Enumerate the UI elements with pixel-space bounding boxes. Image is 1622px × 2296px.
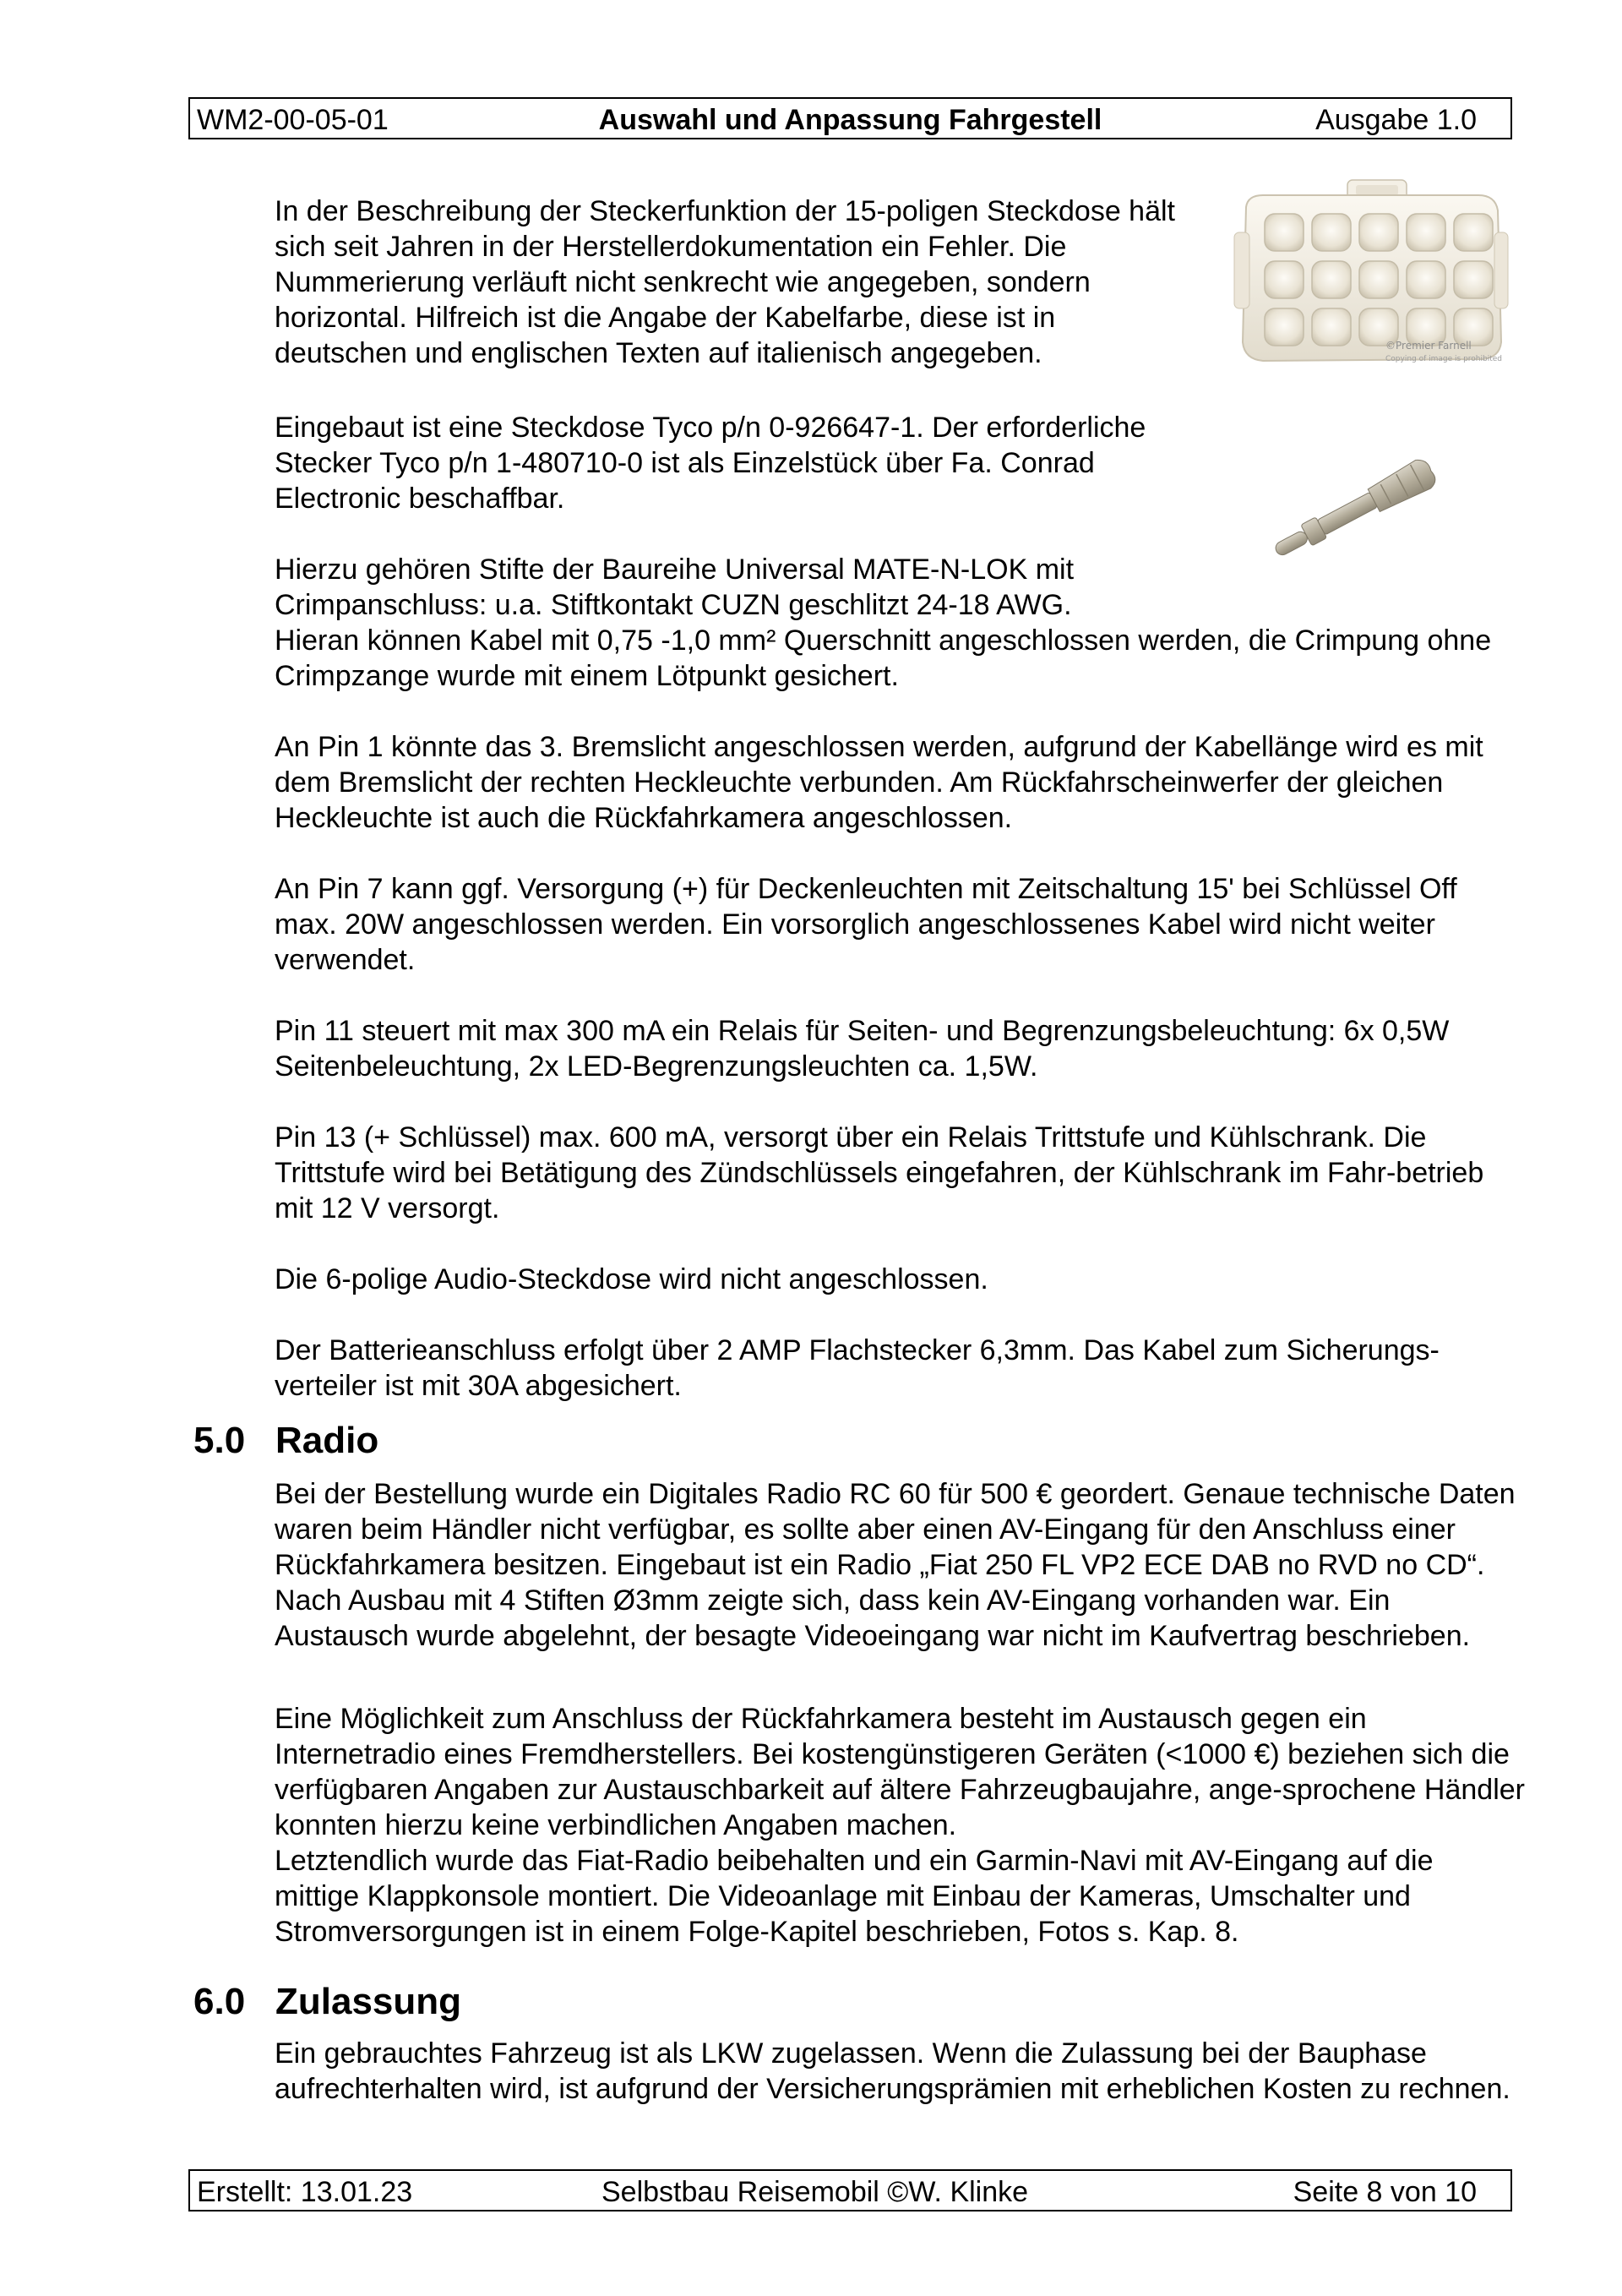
page-footer bbox=[188, 2169, 1512, 2211]
paragraph-stifte: Hierzu gehören Stifte der Baureihe Universal MATE-N-LOK mit Crimpanschluss: u.a. Stiftkontakt CUZN geschlitzt 24-18 AWG. bbox=[275, 554, 1075, 621]
paragraph-radio-letztendlich: Letztendlich wurde das Fiat-Radio beibehalten und ein Garmin-Navi mit AV-Eingang auf die mittige Klappkonsole montiert. Die Videoanlage mit Einbau der Kameras, Umschalter und Stromversorgungen ist in einem Folge-Kapitel beschrieben, Fotos s. Kap. 8. bbox=[275, 1845, 1434, 1948]
paragraph-batterie: Der Batterieanschluss erfolgt über 2 AMP Flachstecker 6,3mm. Das Kabel zum Sicherungs-verteiler ist mit 30A abgesichert. bbox=[275, 1334, 1440, 1402]
doc-id: WM2-00-05-01 bbox=[197, 104, 389, 136]
doc-edition: Ausgabe 1.0 bbox=[1315, 104, 1477, 136]
watermark-subtext: Copying of image is prohibited bbox=[1385, 355, 1503, 363]
watermark-text: ©Premier Farnell bbox=[1385, 340, 1472, 352]
project-name: Selbstbau Reisemobil ©W. Klinke bbox=[601, 2176, 1029, 2208]
section-number: 5.0 bbox=[193, 1420, 246, 1461]
created-date: Erstellt: 13.01.23 bbox=[197, 2176, 413, 2208]
paragraph-audio: Die 6-polige Audio-Steckdose wird nicht angeschlossen. bbox=[275, 1263, 988, 1295]
doc-title: Auswahl und Anpassung Fahrgestell bbox=[598, 104, 1102, 136]
paragraph-pin-13: Pin 13 (+ Schlüssel) max. 600 mA, versorgt über ein Relais Trittstufe und Kühlschrank. Die Trittstufe wird bei Betätigung des Zündschlüssels eingefahren, der Kühlschrank im Fahr-betrieb mit 12 V versorgt. bbox=[275, 1121, 1484, 1224]
page-number: Seite 8 von 10 bbox=[1293, 2176, 1477, 2208]
paragraph-steckdose-tyco: Eingebaut ist eine Steckdose Tyco p/n 0-926647-1. Der erforderliche Stecker Tyco p/n 1-480710-0 ist als Einzelstück über Fa. Conrad Electronic beschaffbar. bbox=[275, 412, 1146, 515]
paragraph-pin-1: An Pin 1 könnte das 3. Bremslicht angeschlossen werden, aufgrund der Kabellänge wird es mit dem Bremslicht der rechten Heckleuchte verbunden. Am Rückfahrscheinwerfer der gleichen Heckleuchte ist auch die Rückfahrkamera angeschlossen. bbox=[275, 731, 1483, 834]
paragraph-steckerfunktion: In der Beschreibung der Steckerfunktion der 15-poligen Steckdose hält sich seit Jahren in der Herstellerdokumentation ein Fehler. Die Nummerierung verläuft nicht senkrecht wie angegeben, sondern horizontal. Hilfreich ist die Angabe der Kabelfarbe, diese ist in deutschen und englischen Texten auf italienisch angegeben. bbox=[275, 195, 1175, 369]
paragraph-radio-bestellung: Bei der Bestellung wurde ein Digitales Radio RC 60 für 500 € geordert. Genaue technische Daten waren beim Händler nicht verfügbar, es sollte aber einen AV-Eingang für den Anschluss einer Rückfahrkamera besitzen. Eingebaut ist ein Radio „Fiat 250 FL VP2 ECE DAB no RVD no CD“. Nach Ausbau mit 4 Stiften Ø3mm zeigte sich, dass kein AV-Eingang vorhanden war. Ein Austausch wurde abgelehnt, der besagte Videoeingang war nicht im Kaufvertrag beschrieben. bbox=[275, 1478, 1516, 1652]
section-number: 6.0 bbox=[193, 1981, 246, 2022]
page-header bbox=[188, 97, 1512, 139]
section-title: Zulassung bbox=[275, 1981, 462, 2022]
paragraph-kabel-querschnitt: Hieran können Kabel mit 0,75 -1,0 mm² Querschnitt angeschlossen werden, die Crimpung ohne Crimpzange wurde mit einem Lötpunkt gesichert. bbox=[275, 624, 1492, 692]
section-heading-zulassung bbox=[193, 1980, 700, 2024]
section-heading-radio bbox=[193, 1419, 700, 1463]
section-title: Radio bbox=[275, 1420, 379, 1461]
paragraph-zulassung: Ein gebrauchtes Fahrzeug ist als LKW zugelassen. Wenn die Zulassung bei der Bauphase aufrechterhalten wird, ist aufgrund der Versicherungsprämien mit erheblichen Kosten zu rechnen. bbox=[275, 2037, 1510, 2105]
paragraph-radio-austausch: Eine Möglichkeit zum Anschluss der Rückfahrkamera besteht im Austausch gegen ein Internetradio eines Fremdherstellers. Bei kostengünstigeren Geräten (<1000 €) beziehen sich die verfügbaren Angaben zur Austauschbarkeit auf ältere Fahrzeugbaujahre, ange-sprochene Händler konnten hierzu keine verbindlichen Angaben machen. bbox=[275, 1703, 1525, 1841]
crimp-pin-photo bbox=[1263, 439, 1457, 579]
paragraph-pin-11: Pin 11 steuert mit max 300 mA ein Relais für Seiten- und Begrenzungsbeleuchtung: 6x 0,5W Seitenbeleuchtung, 2x LED-Begrenzungsleuchten ca. 1,5W. bbox=[275, 1015, 1450, 1083]
paragraph-pin-7: An Pin 7 kann ggf. Versorgung (+) für Deckenleuchten mit Zeitschaltung 15' bei Schlüssel Off max. 20W angeschlossen werden. Ein vorsorglich angeschlossenes Kabel wird nicht weiter verwendet. bbox=[275, 873, 1457, 976]
connector-housing-photo bbox=[1229, 173, 1512, 372]
